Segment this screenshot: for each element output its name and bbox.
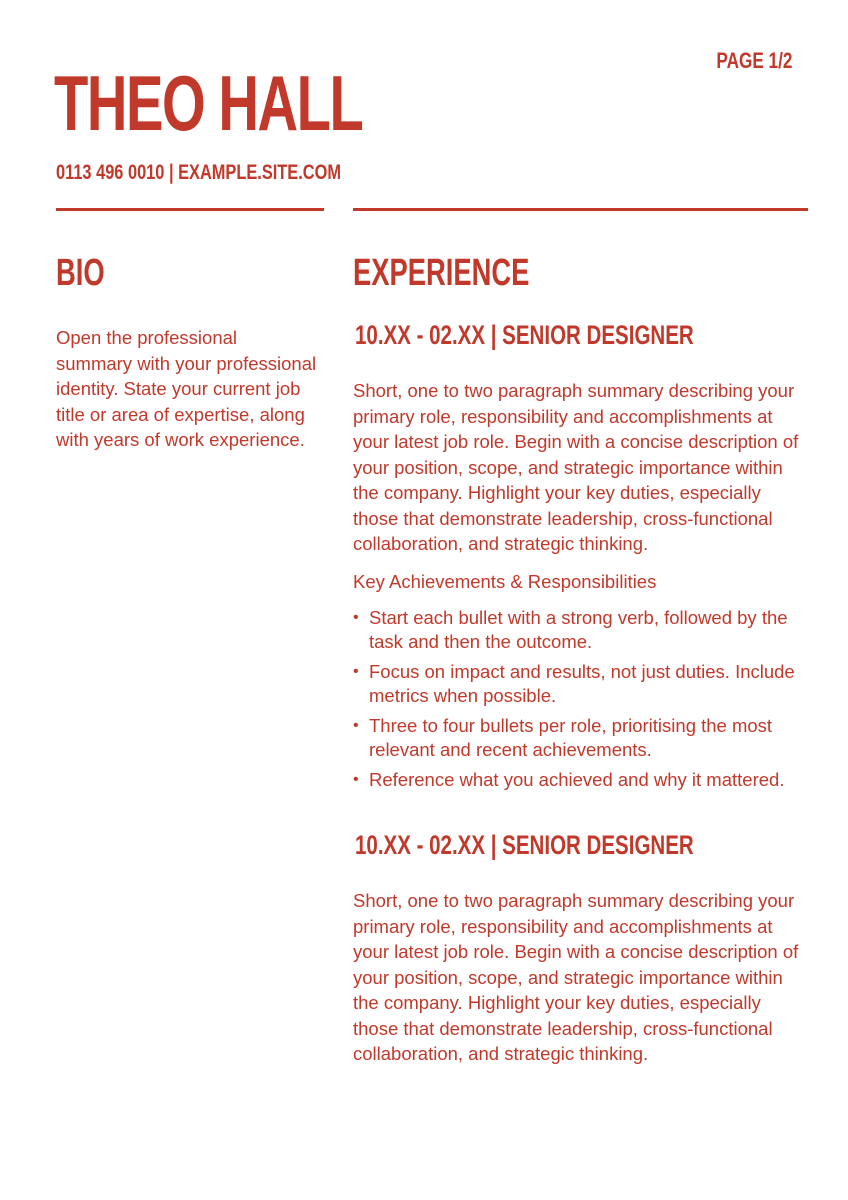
- achievement-item: • Start each bullet with a strong verb, followed by the task and then the outcome.: [353, 606, 808, 654]
- achievement-item: • Focus on impact and results, not just duties. Include metrics when possible.: [353, 660, 808, 708]
- achievement-item: • Reference what you achieved and why it mattered.: [353, 768, 808, 792]
- job-summary: Short, one to two paragraph summary describing your primary role, responsibility and accomplishments at your latest job role. Begin with a concise description of your position, scope, and strategic importance within the company. Highlight your key duties, especially those that demonstrate leadership, cross-functional collaboration, and strategic thinking.: [353, 890, 799, 1064]
- achievements-list: [353, 606, 808, 792]
- experience-list: [353, 322, 808, 1067]
- candidate-name: THEO HALL: [54, 59, 363, 147]
- bio-text: Open the professional summary with your professional identity. State your current job title or area of expertise, along with years of work experience.: [56, 327, 317, 450]
- achievement-item: • Three to four bullets per role, prioritising the most relevant and recent achievements.: [353, 714, 808, 762]
- page-number: PAGE 1/2: [716, 48, 792, 73]
- divider-right: [353, 208, 808, 211]
- job-entry: [353, 322, 808, 792]
- contact-line: 0113 496 0010 | EXAMPLE.SITE.COM: [56, 161, 342, 184]
- experience-heading: EXPERIENCE: [353, 252, 530, 294]
- job-heading: 10.XX - 02.XX | SENIOR DESIGNER: [355, 320, 694, 350]
- divider-left: [56, 208, 324, 211]
- job-entry: [353, 832, 808, 1067]
- achievements-heading: Key Achievements & Responsibilities: [353, 570, 657, 592]
- bio-heading: BIO: [56, 252, 105, 294]
- job-heading: 10.XX - 02.XX | SENIOR DESIGNER: [355, 830, 694, 860]
- job-summary: Short, one to two paragraph summary describing your primary role, responsibility and accomplishments at your latest job role. Begin with a concise description of your position, scope, and strategic importance within the company. Highlight your key duties, especially those that demonstrate leadership, cross-functional collaboration, and strategic thinking.: [353, 380, 799, 554]
